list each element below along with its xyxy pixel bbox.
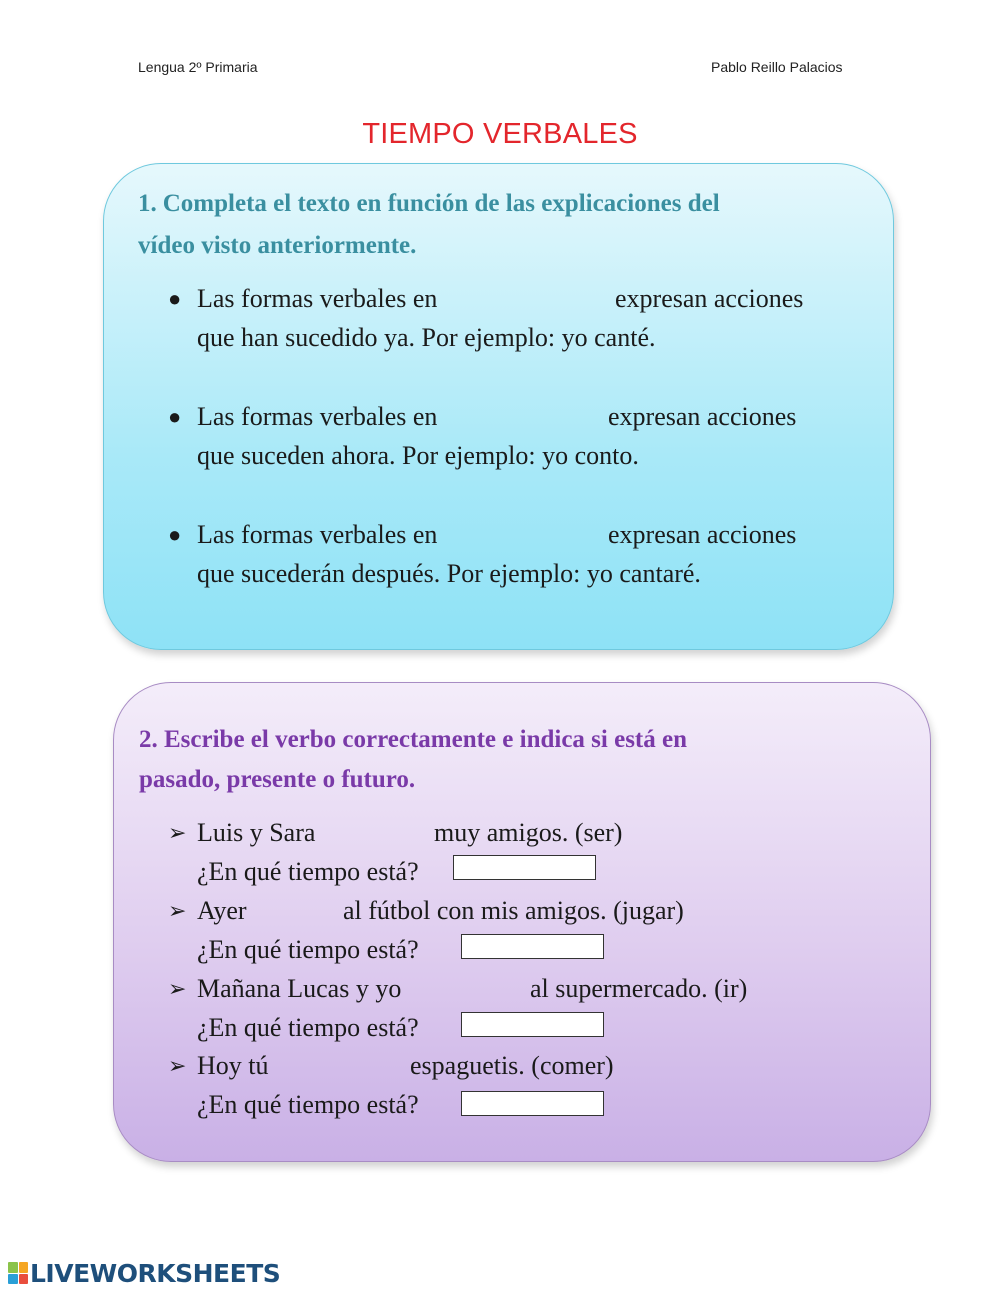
header-subject: Lengua 2º Primaria <box>138 59 258 75</box>
s2-item3-question: ¿En qué tiempo está? <box>197 1013 419 1042</box>
arrow-bullet-icon: ➢ <box>168 820 187 845</box>
section2-heading-line1: 2. Escribe el verbo correctamente e indica si está en <box>139 726 687 753</box>
s1-item2-prefix: Las formas verbales en <box>197 402 438 431</box>
arrow-bullet-icon: ➢ <box>168 898 187 923</box>
s2-item3-prefix: Mañana Lucas y yo <box>197 974 402 1003</box>
bullet-icon: ● <box>168 404 182 429</box>
s1-item1-suffix: expresan acciones <box>615 284 804 313</box>
s1-item1-line2: que han sucedido ya. Por ejemplo: yo canté. <box>197 323 656 352</box>
s1-item3-suffix: expresan acciones <box>608 520 797 549</box>
liveworksheets-logo-icon <box>8 1262 28 1284</box>
s2-item2-prefix: Ayer <box>197 896 247 925</box>
section2-heading-line2: pasado, presente o futuro. <box>139 766 416 793</box>
arrow-bullet-icon: ➢ <box>168 1053 187 1078</box>
s2-item4-question: ¿En qué tiempo está? <box>197 1090 419 1119</box>
s2-item4-answer-input[interactable] <box>461 1091 604 1116</box>
liveworksheets-logo[interactable] <box>8 1258 280 1288</box>
section1-heading-line1: Completa el texto en función de las explicaciones del <box>162 190 720 217</box>
bullet-icon: ● <box>168 522 182 547</box>
s1-item3-prefix: Las formas verbales en <box>197 520 438 549</box>
s1-item2-line2: que suceden ahora. Por ejemplo: yo conto. <box>197 441 639 470</box>
s2-item1-answer-input[interactable] <box>453 855 596 880</box>
header-author: Pablo Reillo Palacios <box>711 59 843 75</box>
s1-item3-line2: que sucederán después. Por ejemplo: yo cantaré. <box>197 559 701 588</box>
section1-heading <box>138 183 838 267</box>
s2-item2-answer-input[interactable] <box>461 934 604 959</box>
s2-item2-suffix: al fútbol con mis amigos. (jugar) <box>343 896 684 925</box>
s2-item1-question: ¿En qué tiempo está? <box>197 857 419 886</box>
page-title: TIEMPO VERBALES <box>362 118 638 150</box>
s2-item2-question: ¿En qué tiempo está? <box>197 935 419 964</box>
section1-number: 1. <box>138 190 157 217</box>
s2-item4-prefix: Hoy tú <box>197 1051 269 1080</box>
s2-item1-prefix: Luis y Sara <box>197 818 316 847</box>
s2-item3-answer-input[interactable] <box>461 1012 604 1037</box>
s1-item2-suffix: expresan acciones <box>608 402 797 431</box>
s2-item4-suffix: espaguetis. (comer) <box>410 1051 614 1080</box>
bullet-icon: ● <box>168 286 182 311</box>
s1-item1-prefix: Las formas verbales en <box>197 284 438 313</box>
section1-heading-line2: vídeo visto anteriormente. <box>138 232 417 259</box>
section2-heading <box>139 720 839 800</box>
s2-item3-suffix: al supermercado. (ir) <box>530 974 748 1003</box>
s2-item1-suffix: muy amigos. (ser) <box>434 818 623 847</box>
liveworksheets-logo-text: LIVEWORKSHEETS <box>30 1258 281 1288</box>
arrow-bullet-icon: ➢ <box>168 976 187 1001</box>
